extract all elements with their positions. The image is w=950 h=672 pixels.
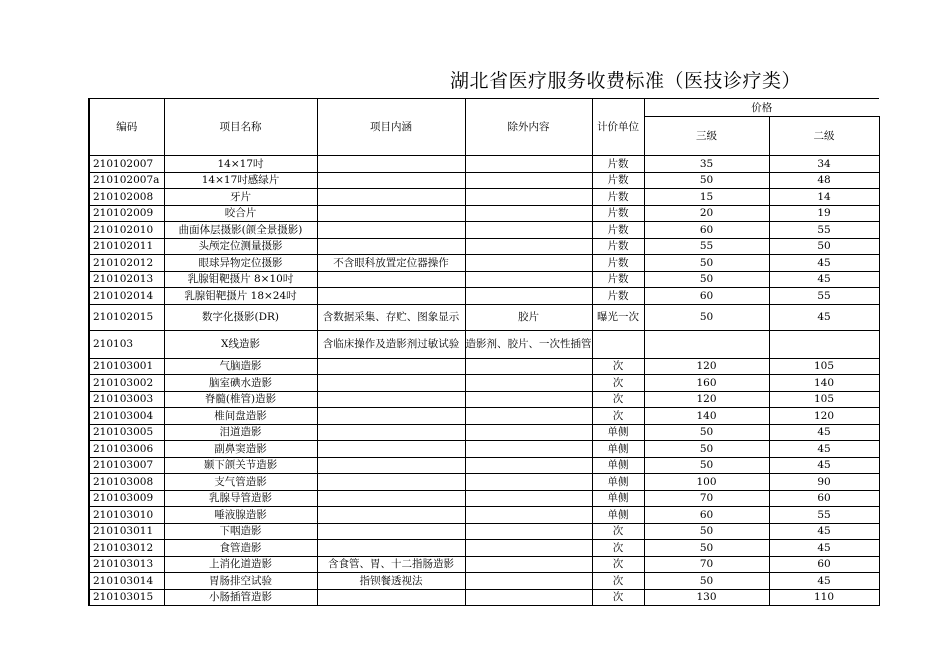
cell-code: 210103002 (89, 375, 164, 392)
cell-exclude (465, 172, 592, 189)
cell-content (317, 540, 465, 557)
cell-unit: 次 (592, 391, 644, 408)
cell-name: 泪道造影 (164, 424, 317, 441)
cell-price-level3: 55 (644, 238, 769, 255)
header-row (89, 99, 879, 117)
cell-exclude (465, 189, 592, 206)
table-row (89, 172, 879, 189)
cell-code: 210102015 (89, 304, 164, 330)
cell-price-level2: 48 (769, 172, 879, 189)
cell-unit: 次 (592, 523, 644, 540)
cell-content (317, 408, 465, 425)
cell-price-level3: 50 (644, 255, 769, 272)
table-row (89, 408, 879, 425)
cell-name: 14×17吋 (164, 156, 317, 173)
cell-name: 上消化道造影 (164, 556, 317, 573)
cell-name: 头颅定位测量摄影 (164, 238, 317, 255)
cell-content (317, 457, 465, 474)
cell-price-level3: 50 (644, 271, 769, 288)
cell-exclude (465, 556, 592, 573)
cell-price-level2: 140 (769, 375, 879, 392)
cell-content (317, 424, 465, 441)
cell-name: 食管造影 (164, 540, 317, 557)
cell-name: 椎间盘造影 (164, 408, 317, 425)
cell-name: 咬合片 (164, 205, 317, 222)
cell-content (317, 589, 465, 606)
cell-code: 210103005 (89, 424, 164, 441)
cell-unit: 单侧 (592, 457, 644, 474)
cell-code: 210103012 (89, 540, 164, 557)
cell-code: 210102010 (89, 222, 164, 239)
cell-unit: 单侧 (592, 424, 644, 441)
page-title: 湖北省医疗服务收费标准（医技诊疗类） (450, 70, 802, 92)
table-row (89, 375, 879, 392)
cell-name: 气脑造影 (164, 358, 317, 375)
cell-exclude (465, 408, 592, 425)
cell-unit: 次 (592, 408, 644, 425)
cell-price-level2: 105 (769, 391, 879, 408)
cell-unit: 片数 (592, 189, 644, 206)
header-price: 价格 (644, 99, 879, 117)
cell-code: 210103001 (89, 358, 164, 375)
cell-unit: 次 (592, 556, 644, 573)
cell-exclude (465, 573, 592, 590)
cell-price-level3: 120 (644, 358, 769, 375)
cell-content: 含临床操作及造影剂过敏试验 (317, 330, 465, 358)
cell-exclude (465, 238, 592, 255)
cell-content: 含数据采集、存贮、图象显示 (317, 304, 465, 330)
table-row (89, 238, 879, 255)
cell-price-level3: 50 (644, 573, 769, 590)
cell-exclude (465, 457, 592, 474)
cell-price-level2: 105 (769, 358, 879, 375)
cell-unit: 片数 (592, 222, 644, 239)
cell-unit: 片数 (592, 238, 644, 255)
cell-exclude (465, 589, 592, 606)
cell-code: 210103006 (89, 441, 164, 458)
cell-name: 脊髓(椎管)造影 (164, 391, 317, 408)
cell-unit: 单侧 (592, 507, 644, 524)
cell-code: 210103013 (89, 556, 164, 573)
cell-price-level3: 120 (644, 391, 769, 408)
cell-unit: 片数 (592, 172, 644, 189)
cell-name: 乳腺导管造影 (164, 490, 317, 507)
cell-content (317, 523, 465, 540)
cell-content (317, 288, 465, 305)
cell-exclude (465, 358, 592, 375)
cell-code: 210103007 (89, 457, 164, 474)
cell-code: 210103 (89, 330, 164, 358)
cell-code: 210103014 (89, 573, 164, 590)
cell-name: 数字化摄影(DR) (164, 304, 317, 330)
cell-content (317, 441, 465, 458)
cell-price-level2: 45 (769, 573, 879, 590)
cell-unit: 次 (592, 358, 644, 375)
cell-price-level2: 14 (769, 189, 879, 206)
cell-unit: 次 (592, 573, 644, 590)
cell-price-level2: 120 (769, 408, 879, 425)
cell-name: 小肠插管造影 (164, 589, 317, 606)
cell-name: 胃肠排空试验 (164, 573, 317, 590)
table-row (89, 424, 879, 441)
cell-unit: 单侧 (592, 441, 644, 458)
table-row (89, 490, 879, 507)
cell-code: 210103003 (89, 391, 164, 408)
cell-unit: 片数 (592, 288, 644, 305)
fee-table (88, 98, 880, 606)
cell-name: 牙片 (164, 189, 317, 206)
cell-content (317, 222, 465, 239)
cell-exclude: 造影剂、胶片、一次性插管 (465, 330, 592, 358)
cell-code: 210102007 (89, 156, 164, 173)
cell-exclude: 胶片 (465, 304, 592, 330)
cell-price-level3: 50 (644, 304, 769, 330)
cell-price-level2: 110 (769, 589, 879, 606)
cell-unit: 片数 (592, 205, 644, 222)
cell-price-level2: 60 (769, 556, 879, 573)
cell-exclude (465, 490, 592, 507)
header-unit: 计价单位 (592, 99, 644, 156)
table-row (89, 474, 879, 491)
cell-price-level2 (769, 330, 879, 358)
cell-unit: 片数 (592, 255, 644, 272)
cell-exclude (465, 540, 592, 557)
cell-price-level3: 140 (644, 408, 769, 425)
cell-price-level3: 50 (644, 424, 769, 441)
cell-price-level2: 45 (769, 424, 879, 441)
cell-price-level3: 60 (644, 288, 769, 305)
table-row (89, 288, 879, 305)
cell-price-level3: 160 (644, 375, 769, 392)
cell-exclude (465, 523, 592, 540)
cell-price-level3: 50 (644, 540, 769, 557)
header-content: 项目内涵 (317, 99, 465, 156)
cell-content (317, 238, 465, 255)
cell-price-level3: 20 (644, 205, 769, 222)
cell-code: 210103010 (89, 507, 164, 524)
cell-unit: 次 (592, 375, 644, 392)
cell-name: 唾液腺造影 (164, 507, 317, 524)
cell-content (317, 507, 465, 524)
cell-unit (592, 330, 644, 358)
cell-name: 副鼻窦造影 (164, 441, 317, 458)
cell-name: 眼球异物定位摄影 (164, 255, 317, 272)
cell-content (317, 474, 465, 491)
cell-unit: 次 (592, 589, 644, 606)
cell-code: 210103004 (89, 408, 164, 425)
cell-exclude (465, 255, 592, 272)
header-level2: 二级 (769, 117, 879, 156)
cell-unit: 片数 (592, 271, 644, 288)
cell-name: 14×17吋感绿片 (164, 172, 317, 189)
table-row (89, 304, 879, 330)
cell-content (317, 490, 465, 507)
cell-price-level3: 130 (644, 589, 769, 606)
table-row (89, 205, 879, 222)
cell-name: 脑室碘水造影 (164, 375, 317, 392)
header-name: 项目名称 (164, 99, 317, 156)
cell-price-level3: 100 (644, 474, 769, 491)
cell-price-level3: 70 (644, 556, 769, 573)
cell-exclude (465, 156, 592, 173)
cell-unit: 单侧 (592, 490, 644, 507)
cell-content: 不含眼科放置定位器操作 (317, 255, 465, 272)
table-row (89, 457, 879, 474)
cell-content (317, 391, 465, 408)
cell-exclude (465, 474, 592, 491)
cell-name: 支气管造影 (164, 474, 317, 491)
table-row (89, 540, 879, 557)
table-row (89, 330, 879, 358)
header-level3: 三级 (644, 117, 769, 156)
table-row (89, 507, 879, 524)
cell-content (317, 375, 465, 392)
cell-code: 210103009 (89, 490, 164, 507)
table-row (89, 156, 879, 173)
table-row (89, 556, 879, 573)
cell-price-level2: 45 (769, 441, 879, 458)
cell-price-level2: 34 (769, 156, 879, 173)
cell-name: 乳腺钼靶摄片 8×10吋 (164, 271, 317, 288)
cell-code: 210102013 (89, 271, 164, 288)
cell-price-level2: 45 (769, 271, 879, 288)
table-row (89, 358, 879, 375)
cell-code: 210103015 (89, 589, 164, 606)
cell-price-level3: 60 (644, 507, 769, 524)
table-row (89, 255, 879, 272)
cell-exclude (465, 441, 592, 458)
table-row (89, 391, 879, 408)
header-exclude: 除外内容 (465, 99, 592, 156)
cell-name: 下咽造影 (164, 523, 317, 540)
cell-exclude (465, 222, 592, 239)
cell-exclude (465, 507, 592, 524)
cell-price-level3: 50 (644, 441, 769, 458)
cell-content (317, 205, 465, 222)
cell-price-level2: 60 (769, 490, 879, 507)
cell-price-level2: 45 (769, 540, 879, 557)
cell-code: 210102011 (89, 238, 164, 255)
cell-content (317, 156, 465, 173)
cell-code: 210103011 (89, 523, 164, 540)
cell-price-level3: 35 (644, 156, 769, 173)
cell-price-level2: 55 (769, 288, 879, 305)
table-row (89, 441, 879, 458)
cell-price-level3: 15 (644, 189, 769, 206)
cell-exclude (465, 205, 592, 222)
cell-code: 210102012 (89, 255, 164, 272)
cell-code: 210102014 (89, 288, 164, 305)
cell-price-level3: 50 (644, 523, 769, 540)
cell-price-level2: 45 (769, 523, 879, 540)
cell-unit: 次 (592, 540, 644, 557)
cell-price-level2: 45 (769, 457, 879, 474)
cell-code: 210103008 (89, 474, 164, 491)
cell-exclude (465, 288, 592, 305)
cell-price-level2: 50 (769, 238, 879, 255)
cell-exclude (465, 271, 592, 288)
table-row (89, 222, 879, 239)
cell-content (317, 358, 465, 375)
header-code: 编码 (89, 99, 164, 156)
table-row (89, 189, 879, 206)
cell-content (317, 189, 465, 206)
cell-code: 210102008 (89, 189, 164, 206)
cell-unit: 单侧 (592, 474, 644, 491)
cell-price-level2: 55 (769, 507, 879, 524)
table-row (89, 589, 879, 606)
cell-exclude (465, 391, 592, 408)
cell-price-level2: 19 (769, 205, 879, 222)
cell-name: X线造影 (164, 330, 317, 358)
cell-code: 210102009 (89, 205, 164, 222)
cell-exclude (465, 375, 592, 392)
cell-price-level2: 45 (769, 255, 879, 272)
cell-code: 210102007a (89, 172, 164, 189)
cell-content: 含食管、胃、十二指肠造影 (317, 556, 465, 573)
table-row (89, 573, 879, 590)
cell-price-level3: 50 (644, 457, 769, 474)
cell-content (317, 271, 465, 288)
cell-unit: 片数 (592, 156, 644, 173)
cell-price-level2: 90 (769, 474, 879, 491)
table-row (89, 523, 879, 540)
cell-name: 颞下颌关节造影 (164, 457, 317, 474)
cell-name: 曲面体层摄影(颌全景摄影) (164, 222, 317, 239)
table-row (89, 271, 879, 288)
cell-price-level3: 70 (644, 490, 769, 507)
cell-content: 指钡餐透视法 (317, 573, 465, 590)
cell-price-level3: 50 (644, 172, 769, 189)
cell-exclude (465, 424, 592, 441)
cell-price-level2: 45 (769, 304, 879, 330)
cell-price-level2: 55 (769, 222, 879, 239)
cell-price-level3 (644, 330, 769, 358)
cell-name: 乳腺钼靶摄片 18×24吋 (164, 288, 317, 305)
cell-price-level3: 60 (644, 222, 769, 239)
cell-unit: 曝光一次 (592, 304, 644, 330)
cell-content (317, 172, 465, 189)
